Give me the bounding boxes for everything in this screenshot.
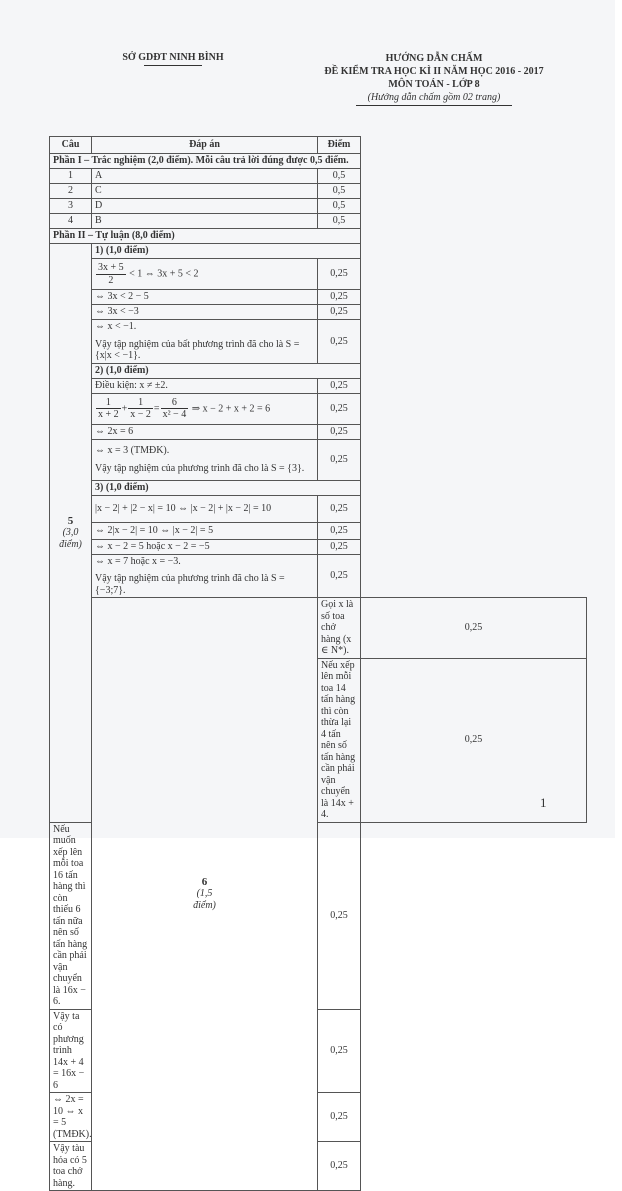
- question-score-unit: điểm): [59, 538, 82, 550]
- answer-line: ⇔ x = 3 (TMĐK).: [95, 445, 170, 456]
- fraction-denominator: x − 2: [130, 409, 151, 420]
- document-subtitle: ĐỀ KIỂM TRA HỌC KÌ II NĂM HỌC 2016 - 2017: [324, 66, 544, 77]
- fraction-denominator: 2: [108, 274, 114, 286]
- answer-line: Vậy tập nghiệm của phương trình đã cho là S = {3}.: [95, 462, 305, 474]
- point-cell: 0,25: [318, 290, 361, 305]
- table-row: [50, 290, 587, 305]
- document-header: [295, 52, 573, 106]
- document-title: HƯỚNG DẪN CHẤM: [385, 53, 483, 64]
- department-name: SỞ GDĐT NINH BÌNH: [122, 52, 224, 63]
- point-cell: 0,5: [318, 169, 361, 184]
- point-cell: 0,25: [318, 439, 361, 480]
- part2-title: Phần II – Tự luận (8,0 điểm): [50, 229, 361, 244]
- answer-cell: D: [92, 199, 318, 214]
- header-dap-an: Đáp án: [92, 137, 318, 154]
- page-number: 1: [540, 795, 547, 810]
- answer-cell: Vậy ta có phương trình 14x + 4 = 16x − 6: [50, 1009, 92, 1093]
- answer-cell: Nếu xếp lên mỗi toa 14 tấn hàng thì còn thừa lại 4 tấn nên số tấn hàng cần phải vận chuyển là 14x + 4.: [318, 658, 361, 822]
- answer-cell: Điều kiện: x ≠ ±2.: [92, 378, 318, 393]
- fraction-numerator: 1: [96, 397, 121, 410]
- fraction: [161, 397, 189, 421]
- answer-line: ⇔ x = 7 hoặc x = −3.: [95, 555, 181, 567]
- fraction: [128, 397, 153, 421]
- point-cell: 0,25: [318, 424, 361, 439]
- answer-cell: ⇔ 3x < 2 − 5: [92, 290, 318, 305]
- point-cell: 0,25: [318, 539, 361, 554]
- answer-cell: C: [92, 184, 318, 199]
- q5-sub3-title: 3) (1,0 điểm): [92, 480, 361, 495]
- grading-table: [49, 136, 587, 1191]
- table-row: [50, 495, 587, 522]
- answer-cell: [92, 554, 318, 598]
- header-cau: Câu: [50, 137, 92, 154]
- point-cell: 0,5: [318, 184, 361, 199]
- answer-cell: [92, 320, 318, 364]
- answer-cell: $\frac{1}{x + 2}$ + $\frac{1}{x - 2}$ = $\frac{6}{\text{x² − 4}}$ ⇒ x − 2 + x + 2 = 6: [92, 393, 318, 424]
- answer-cell: Gọi x là số toa chở hàng (x ∈ N*).: [318, 598, 361, 659]
- point-cell: 0,25: [318, 1142, 361, 1191]
- equation-text: ⇒ x − 2 + x + 2 = 6: [191, 402, 271, 414]
- table-row: [50, 184, 587, 199]
- header-diem: Điểm: [318, 137, 361, 154]
- cau-number: 1: [50, 169, 92, 184]
- answer-cell: Vậy tàu hỏa có 5 toa chở hàng.: [50, 1142, 92, 1191]
- point-cell: 0,5: [318, 199, 361, 214]
- point-cell: 0,25: [318, 1093, 361, 1142]
- answer-cell: B: [92, 214, 318, 229]
- table-row: [50, 598, 587, 659]
- part1-title: Phần I – Trắc nghiệm (2,0 điểm). Mỗi câu trả lời đúng được 0,5 điểm.: [50, 154, 361, 169]
- table-header-row: [50, 137, 587, 154]
- answer-cell: ⇔ x − 2 = 5 hoặc x − 2 = −5: [92, 539, 318, 554]
- point-cell: 0,25: [361, 598, 587, 659]
- table-row: [50, 439, 587, 480]
- table-row: [50, 378, 587, 393]
- point-cell: 0,5: [318, 214, 361, 229]
- equation-text: < 1 ⇔ 3x + 5 < 2: [129, 268, 199, 280]
- fraction-numerator: 6: [161, 397, 189, 410]
- table-row: [50, 320, 587, 364]
- fraction: [96, 397, 121, 421]
- header-underline: [356, 105, 512, 106]
- answer-cell: ⇔ 2x = 6: [92, 424, 318, 439]
- department-underline: [144, 65, 202, 66]
- point-cell: 0,25: [318, 393, 361, 424]
- question-score: (1,5: [196, 888, 213, 900]
- question-5-label: [50, 244, 92, 823]
- cau-number: 3: [50, 199, 92, 214]
- document-note: (Hướng dẫn chấm gồm 02 trang): [367, 92, 501, 103]
- point-cell: 0,25: [318, 320, 361, 364]
- answer-cell: [92, 259, 318, 290]
- answer-cell: A: [92, 169, 318, 184]
- answer-cell: Nếu muốn xếp lên mỗi toa 16 tấn hàng thì còn thiếu 6 tấn nữa nên số tấn hàng cần phải vận chuyển là 16x − 6.: [50, 822, 92, 1009]
- fraction: [96, 262, 126, 286]
- department-header: [108, 52, 238, 66]
- cau-number: 4: [50, 214, 92, 229]
- fraction-denominator: x² − 4: [162, 409, 187, 420]
- point-cell: 0,25: [318, 522, 361, 539]
- point-cell: 0,25: [318, 554, 361, 598]
- fraction-numerator: 3x + 5: [98, 262, 124, 273]
- point-cell: 0,25: [361, 658, 587, 822]
- q5-sub1-title: 1) (1,0 điểm): [92, 244, 361, 259]
- point-cell: 0,25: [318, 259, 361, 290]
- cau-number: 2: [50, 184, 92, 199]
- point-cell: 0,25: [318, 305, 361, 320]
- question-score-unit: điểm): [193, 899, 216, 911]
- table-row: [50, 305, 587, 320]
- question-number: 5: [67, 514, 74, 527]
- answer-line: ⇔ x < −1.: [95, 321, 137, 332]
- answer-cell: ⇔ 2x = 10 ⇔ x = 5 (TMĐK).: [50, 1093, 92, 1142]
- answer-cell: |x − 2| + |2 − x| = 10 ⇔ |x − 2| + |x − 2| = 10: [92, 495, 318, 522]
- table-row: [50, 424, 587, 439]
- answer-line: Vậy tập nghiệm của bất phương trình đã cho là S = {x|x < −1}.: [95, 338, 300, 361]
- table-row: [50, 522, 587, 539]
- table-row: [50, 554, 587, 598]
- table-row: [50, 199, 587, 214]
- point-cell: 0,25: [318, 1009, 361, 1093]
- point-cell: 0,25: [318, 378, 361, 393]
- point-cell: 0,25: [318, 822, 361, 1009]
- answer-line: Vậy tập nghiệm của phương trình đã cho là S = {−3;7}.: [95, 573, 285, 596]
- document-subject: MÔN TOÁN - LỚP 8: [388, 79, 480, 90]
- table-row: [50, 259, 587, 290]
- table-row: [50, 169, 587, 184]
- fraction-numerator: 1: [128, 397, 153, 410]
- answer-cell: ⇔ 3x < −3: [92, 305, 318, 320]
- question-score: (3,0: [62, 527, 79, 538]
- table-row: [50, 539, 587, 554]
- point-cell: 0,25: [318, 495, 361, 522]
- answer-cell: ⇔ 2|x − 2| = 10 ⇔ |x − 2| = 5: [92, 522, 318, 539]
- question-number: 6: [201, 875, 208, 888]
- fraction-denominator: x + 2: [98, 409, 119, 420]
- table-row: [50, 393, 587, 424]
- table-row: [50, 214, 587, 229]
- answer-cell: [92, 439, 318, 480]
- q5-sub2-title: 2) (1,0 điểm): [92, 363, 361, 378]
- question-6-label: [92, 598, 318, 1191]
